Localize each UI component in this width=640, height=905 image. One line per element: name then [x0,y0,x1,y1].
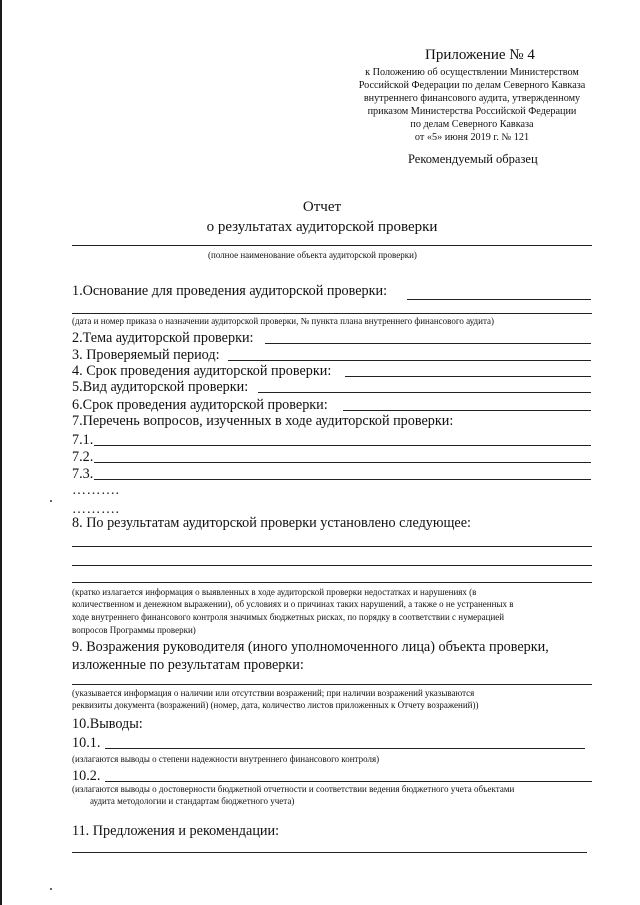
section-1-line-2 [72,313,592,314]
section-8-note: ходе внутреннего финансового контроля значимых бюджетных рисках, по порядку в соответствии с нумерацией [72,612,505,622]
section-6-line [343,410,591,411]
object-name-note: (полное наименование объекта аудиторской проверки) [208,250,417,260]
section-10-2-note: (излагаются выводы о достоверности бюджетной отчетности и соответствии ведения бюджетного учета объектами [72,784,515,794]
section-8-note: (кратко излагается информация о выявленных в ходе аудиторской проверки недостатках и нарушениях (в [72,587,477,597]
report-title: Отчет [302,199,342,215]
section-7-item-line [94,445,591,446]
appendix-line: внутреннего финансового аудита, утвержденному [363,93,581,104]
ellipsis-dots: ………. [72,483,120,498]
section-10-1-line [105,748,585,749]
appendix-line: к Положению об осуществлении Министерством [365,67,579,78]
section-8-note: количественном и денежном выражении), об условиях и о причинах таких нарушений, а также о не устраненных в [72,599,514,609]
section-2-label: 2.Тема аудиторской проверки: [72,330,254,346]
section-5-label: 5.Вид аудиторской проверки: [72,379,249,395]
section-1-note: (дата и номер приказа о назначении аудиторской проверки, № пункта плана внутреннего финансового аудита) [72,316,494,326]
section-3-line [228,360,591,361]
section-6-label: 6.Срок проведения аудиторской проверки: [72,397,328,413]
scan-speck [50,500,52,502]
scan-speck [50,888,52,890]
section-7-item-line [94,462,591,463]
section-9-label: изложенные по результатам проверки: [72,657,304,673]
object-name-line [72,245,592,246]
report-subtitle: о результатах аудиторской проверки [206,219,438,235]
section-7-item: 7.1. [72,432,94,448]
section-1-label: 1.Основание для проведения аудиторской проверки: [72,283,388,299]
section-10-2-note: аудита методологии и стандартам бюджетного учета) [90,796,295,806]
appendix-title: Приложение № 4 [425,47,535,63]
appendix-line: Российской Федерации по делам Северного Кавказа [358,80,586,91]
section-10-2-label: 10.2. [72,768,101,784]
section-9-note: реквизиты документа (возражений) (номер, дата, количество листов приложенных к Отчету возражений)) [72,700,479,710]
section-8-note: вопросов Программы проверки) [72,625,196,635]
appendix-line: по делам Северного Кавказа [410,119,534,130]
section-11-line [72,852,587,853]
section-7-item: 7.3. [72,466,94,482]
section-10-label: 10.Выводы: [72,716,143,732]
section-1-line [407,299,591,300]
appendix-line: приказом Министерства Российской Федерации [367,106,577,117]
section-8-line [72,582,592,583]
section-11-label: 11. Предложения и рекомендации: [72,823,280,839]
section-3-label: 3. Проверяемый период: [72,347,220,363]
section-7-label: 7.Перечень вопросов, изученных в ходе аудиторской проверки: [72,413,454,429]
section-5-line [258,392,591,393]
section-9-label: 9. Возражения руководителя (иного уполномоченного лица) объекта проверки, [72,639,549,655]
section-7-item: 7.2. [72,449,94,465]
section-8-line [72,565,592,566]
section-8-line [72,546,592,547]
section-9-note: (указывается информация о наличии или отсутствии возражений; при наличии возражений указываются [72,688,475,698]
section-2-line [265,343,591,344]
ellipsis-dots: ………. [72,502,120,517]
recommended-sample-label: Рекомендуемый образец [408,152,538,166]
section-10-1-note: (излагаются выводы о степени надежности внутреннего финансового контроля) [72,754,380,764]
section-10-1-label: 10.1. [72,735,101,751]
section-9-line [72,684,592,685]
section-7-item-line [94,479,591,480]
section-4-line [345,376,591,377]
appendix-line: от «5» июня 2019 г. № 121 [414,132,530,143]
section-4-label: 4. Срок проведения аудиторской проверки: [72,363,332,379]
section-10-2-line [105,781,592,782]
section-8-label: 8. По результатам аудиторской проверки установлено следующее: [72,515,471,531]
